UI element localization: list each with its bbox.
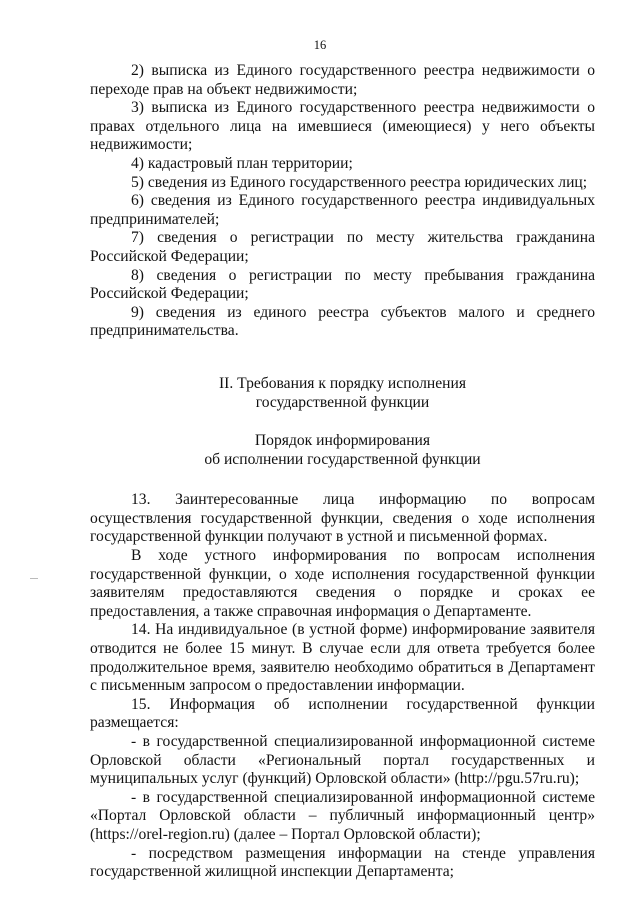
list-item-4: 4) кадастровый план территории; xyxy=(131,154,353,172)
list-item-7: 7) сведения о регистрации по месту жительства гражданина Российской Федерации; xyxy=(90,229,595,265)
paragraph-oral-informing: В ходе устного информирования по вопросам исполнения государственной функции, о ходе исполнения государственной функции заявителям предоставляются сведения о порядке и сроках ее предоставления, а также справочная информация о Департаменте. xyxy=(90,547,595,620)
bullet-regional-portal: - в государственной специализированной информационной системе Орловской области «Региональный портал государственных и муниципальных услуг (функций) Орловской области» (http://pgu.57ru.ru); xyxy=(90,733,595,788)
list-item-3: 3) выписка из Единого государственного реестра недвижимости о правах отдельного лица на имевшиеся (имеющиеся) у него объекты недвижимости; xyxy=(90,99,595,154)
section-title-line-2: государственной функции xyxy=(255,393,430,411)
list-item-5: 5) сведения из Единого государственного реестра юридических лиц; xyxy=(131,173,588,191)
page-number: 16 xyxy=(313,38,327,52)
list-item-6: 6) сведения из Единого государственного реестра индивидуальных предпринимателей; xyxy=(90,192,595,228)
paragraph-13: 13. Заинтересованные лица информацию по вопросам осуществления государственной функции, сведения о ходе исполнения государственной функции получают в устной и письменной формах. xyxy=(90,491,595,546)
list-item-8: 8) сведения о регистрации по месту пребывания гражданина Российской Федерации; xyxy=(90,266,595,303)
subsection-title-line-2: об исполнении государственной функции xyxy=(204,450,481,468)
document-body xyxy=(90,62,595,882)
list-item-2: 2) выписка из Единого государственного реестра недвижимости о переходе прав на объект недвижимости; xyxy=(90,62,595,98)
paragraph-14: 14. На индивидуальное (в устной форме) информирование заявителя отводится не более 15 минут. В случае если для ответа требуется более продолжительное время, заявителю необходимо обратиться в Департамент с письменным запросом о предоставлении информации. xyxy=(90,621,595,695)
paragraph-15: 15. Информация об исполнении государственной функции размещается: xyxy=(90,695,595,732)
scan-edge-mark xyxy=(30,578,38,579)
bullet-info-stand: - посредством размещения информации на стенде управления государственной жилищной инспекции Департамента; xyxy=(90,844,595,881)
bullet-orel-region-portal: - в государственной специализированной информационной системе «Портал Орловской области – публичный информационный центр» (https://orel-region.ru) (далее – Портал Орловской области); xyxy=(90,788,595,843)
list-item-9: 9) сведения из единого реестра субъектов малого и среднего предпринимательства. xyxy=(90,303,595,340)
section-title-line-1: II. Требования к порядку исполнения xyxy=(218,374,467,392)
subsection-title-line-1: Порядок информирования xyxy=(254,432,431,450)
